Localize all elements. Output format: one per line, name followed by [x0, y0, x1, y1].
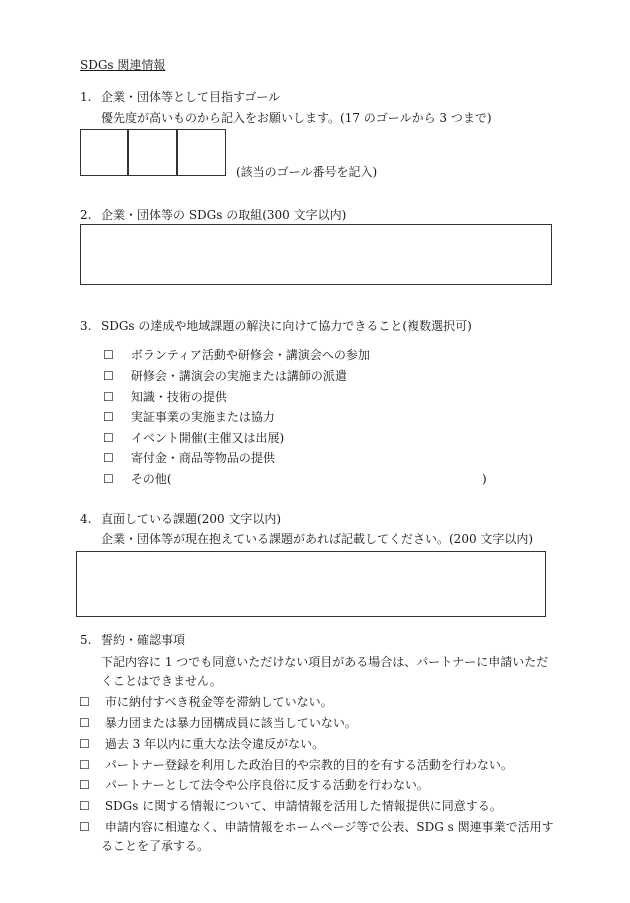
pledge-label: パートナーとして法令や公序良俗に反する活動を行わない。 [104, 778, 429, 792]
cooperation-option[interactable] [103, 368, 347, 384]
pledge-item[interactable] [79, 715, 357, 731]
checkbox-icon[interactable]: ☐ [79, 799, 90, 813]
cooperation-option[interactable] [103, 409, 275, 425]
pledge-item[interactable] [79, 798, 502, 814]
checkbox-icon[interactable]: ☐ [103, 431, 114, 445]
cooperation-option[interactable] [103, 389, 227, 405]
pledge-label: パートナー登録を利用した政治目的や宗教的目的を有する活動を行わない。 [104, 758, 513, 772]
pledge-label: SDGs に関する情報について、申請情報を活用した情報提供に同意する。 [104, 799, 502, 813]
pledge-item[interactable] [79, 736, 324, 752]
option-label: 寄付金・商品等物品の提供 [130, 451, 275, 465]
sdgs-initiatives-textarea[interactable] [80, 224, 552, 285]
checkbox-icon[interactable]: ☐ [79, 758, 90, 772]
option-label: その他( [130, 472, 172, 486]
other-text-input[interactable] [176, 469, 476, 487]
section-5-intro-line1: 下記内容に 1 つでも同意いただけない項目がある場合は、パートナーに申請いただ [101, 655, 549, 669]
section-3-number: 3. [80, 319, 92, 333]
option-label: 知識・技術の提供 [130, 390, 227, 404]
section-5-number: 5. [80, 633, 92, 647]
checkbox-icon[interactable]: ☐ [103, 451, 114, 465]
pledge-item[interactable] [79, 819, 554, 835]
cooperation-option[interactable] [103, 347, 370, 363]
pledge-label-continued: ることを了承する。 [101, 839, 210, 853]
cooperation-option-other[interactable] [103, 471, 172, 487]
section-5-intro-line2: くことはできません。 [101, 674, 222, 688]
checkbox-icon[interactable]: ☐ [103, 348, 114, 362]
other-close-paren: ) [482, 472, 487, 486]
page-title: SDGs 関連情報 [80, 58, 166, 72]
section-2-heading: 企業・団体等の SDGs の取組(300 文字以内) [101, 208, 347, 222]
goal-number-note: (該当のゴール番号を記入) [236, 165, 378, 179]
section-4-instruction: 企業・団体等が現在抱えている課題があれば記載してください。(200 文字以内) [101, 532, 534, 546]
goal-input-3[interactable] [177, 129, 226, 176]
option-label: イベント開催(主催又は出展) [130, 431, 285, 445]
pledge-item[interactable] [79, 777, 429, 793]
pledge-label: 申請内容に相違なく、申請情報をホームページ等で公表、SDG s 関連事業で活用す [104, 820, 554, 834]
section-2-number: 2. [80, 208, 92, 222]
section-4-number: 4. [80, 512, 92, 526]
cooperation-option[interactable] [103, 430, 284, 446]
option-label: 実証事業の実施または協力 [130, 410, 275, 424]
pledge-item[interactable] [79, 694, 333, 710]
goal-input-1[interactable] [80, 129, 128, 176]
pledge-label: 過去 3 年以内に重大な法令違反がない。 [104, 737, 325, 751]
checkbox-icon[interactable]: ☐ [79, 778, 90, 792]
goal-input-2[interactable] [128, 129, 177, 176]
checkbox-icon[interactable]: ☐ [79, 695, 90, 709]
section-3-heading: SDGs の達成や地域課題の解決に向けて協力できること(複数選択可) [101, 319, 472, 333]
section-1-number: 1. [80, 90, 92, 104]
section-1-heading: 企業・団体等として目指すゴール [101, 90, 281, 104]
checkbox-icon[interactable]: ☐ [103, 390, 114, 404]
checkbox-icon[interactable]: ☐ [79, 820, 90, 834]
pledge-item[interactable] [79, 757, 513, 773]
section-5-heading: 誓約・確認事項 [101, 633, 186, 647]
section-1-instruction: 優先度が高いものから記入をお願いします。(17 のゴールから 3 つまで) [101, 111, 492, 125]
checkbox-icon[interactable]: ☐ [79, 737, 90, 751]
issues-textarea[interactable] [76, 551, 546, 617]
checkbox-icon[interactable]: ☐ [103, 410, 114, 424]
checkbox-icon[interactable]: ☐ [79, 716, 90, 730]
cooperation-option[interactable] [103, 450, 275, 466]
option-label: 研修会・講演会の実施または講師の派遣 [130, 369, 347, 383]
option-label: ボランティア活動や研修会・講演会への参加 [130, 348, 370, 362]
pledge-label: 市に納付すべき税金等を滞納していない。 [104, 695, 333, 709]
checkbox-icon[interactable]: ☐ [103, 472, 114, 486]
checkbox-icon[interactable]: ☐ [103, 369, 114, 383]
pledge-label: 暴力団または暴力団構成員に該当していない。 [104, 716, 357, 730]
section-4-heading: 直面している課題(200 文字以内) [101, 512, 282, 526]
